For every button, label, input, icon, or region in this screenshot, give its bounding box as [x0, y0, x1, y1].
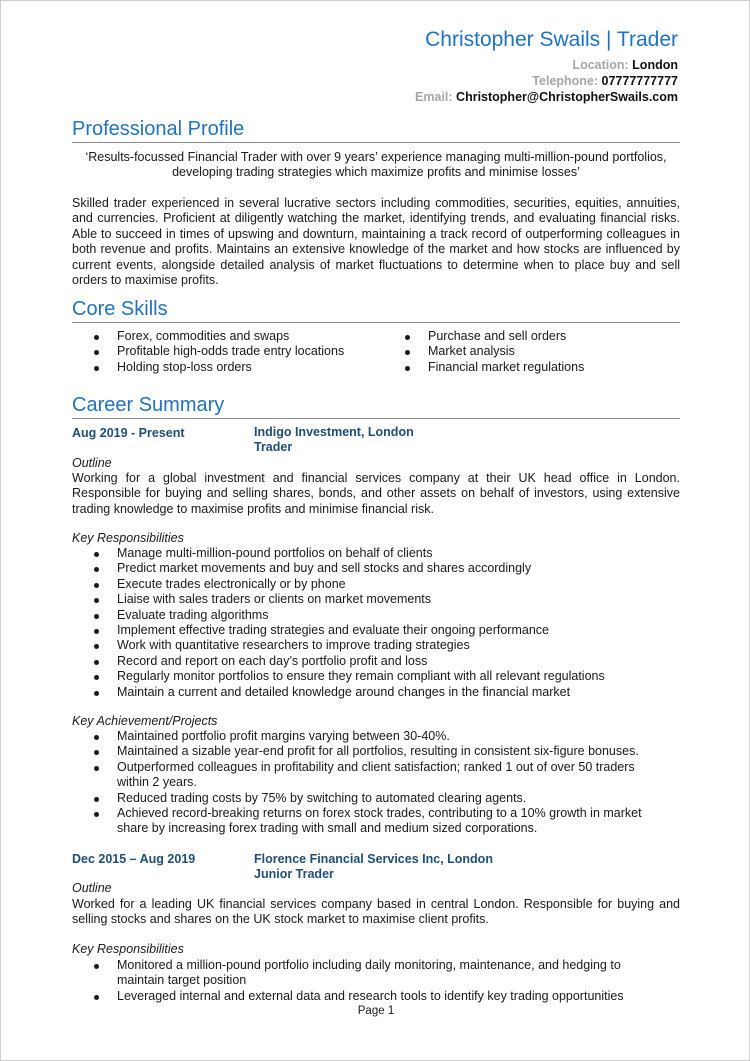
list-item: Reduced trading costs by 75% by switching to automated clearing agents.: [72, 791, 662, 806]
section-title-skills: Core Skills: [72, 297, 680, 323]
job-role: Junior Trader: [254, 867, 334, 882]
responsibilities-list: [72, 958, 652, 1004]
email-value[interactable]: Christopher@ChristopherSwails.com: [456, 90, 678, 104]
responsibilities-list: [72, 546, 680, 700]
location-label: Location:: [572, 58, 629, 72]
list-item: Regularly monitor portfolios to ensure they remain compliant with all relevant regulations: [72, 669, 680, 684]
location-line: [572, 58, 678, 72]
list-item: Forex, commodities and swaps: [72, 329, 402, 344]
telephone-value: 07777777777: [601, 74, 678, 88]
job-company: Indigo Investment, London: [254, 425, 414, 439]
responsibilities-label: Key Responsibilities: [72, 942, 184, 956]
list-item: Evaluate trading algorithms: [72, 608, 680, 623]
profile-body: Skilled trader experienced in several lucrative sectors including commodities, securities, equities, annuities, and currencies. Proficient at diligently watching the market, identifying trends, and evaluating financial risks. Able to succeed in times of upswing and downturn, maintaining a track record of outperforming colleagues in both revenue and profits. Maintains an extensive knowledge of the market and how stocks are influenced by current events, alongside detailed analysis of market fluctuations to determine when to place buy and sell orders to maximise profits.: [72, 196, 680, 288]
outline-label: Outline: [72, 881, 112, 895]
list-item: Predict market movements and buy and sell stocks and shares accordingly: [72, 561, 680, 576]
telephone-label: Telephone:: [532, 74, 599, 88]
list-item: Monitored a million-pound portfolio including daily monitoring, maintenance, and hedging to maintain target position: [72, 958, 652, 989]
job-outline: Working for a global investment and financial services company at their UK head office in London. Responsible for buying and selling shares, bonds, and other assets on behalf of investors, using extensive trading knowledge to maximise profits and minimise financial risk.: [72, 471, 680, 516]
job-dates: Aug 2019 - Present: [72, 426, 185, 440]
list-item: Profitable high-odds trade entry locations: [72, 344, 402, 359]
job-role: Trader: [254, 440, 293, 455]
list-item: Outperformed colleagues in profitability and client satisfaction; ranked 1 out of over 50 traders within 2 years.: [72, 760, 662, 791]
list-item: Achieved record-breaking returns on forex stock trades, contributing to a 10% growth in market share by increasing forex trading with small and medium sized corporations.: [72, 806, 662, 837]
section-title-career: Career Summary: [72, 393, 680, 419]
section-title-profile: Professional Profile: [72, 117, 680, 143]
list-item: Manage multi-million-pound portfolios on behalf of clients: [72, 546, 680, 561]
page-number: Page 1: [357, 1005, 395, 1017]
job-outline: Worked for a leading UK financial services company based in central London. Responsible for buying and selling stocks and shares on the UK stock market to maximise client profits.: [72, 897, 680, 927]
responsibilities-label: Key Responsibilities: [72, 531, 184, 545]
list-item: Liaise with sales traders or clients on market movements: [72, 592, 680, 607]
list-item: Leveraged internal and external data and research tools to identify key trading opportunities: [72, 989, 652, 1004]
list-item: Record and report on each day’s portfolio profit and loss: [72, 654, 680, 669]
email-label: Email:: [415, 90, 453, 104]
telephone-line: [532, 74, 678, 88]
list-item: Work with quantitative researchers to improve trading strategies: [72, 638, 680, 653]
list-item: Purchase and sell orders: [383, 329, 680, 344]
list-item: Financial market regulations: [383, 360, 680, 375]
list-item: Maintain a current and detailed knowledge around changes in the financial market: [72, 685, 680, 700]
list-item: Market analysis: [383, 344, 680, 359]
list-item: Execute trades electronically or by phone: [72, 577, 680, 592]
job-company: Florence Financial Services Inc, London: [254, 852, 493, 866]
skills-left-list: [72, 329, 402, 375]
outline-label: Outline: [72, 456, 112, 470]
achievements-list: [72, 729, 662, 837]
email-line: [415, 90, 678, 104]
job-company-block: [254, 852, 493, 883]
list-item: Maintained a sizable year-end profit for all portfolios, resulting in consistent six-figure bonuses.: [72, 744, 662, 759]
list-item: Holding stop-loss orders: [72, 360, 402, 375]
job-company-block: [254, 425, 414, 456]
skills-right-list: [383, 329, 680, 375]
list-item: Maintained portfolio profit margins varying between 30-40%.: [72, 729, 662, 744]
profile-quote: ‘Results-focussed Financial Trader with over 9 years’ experience managing multi-million-pound portfolios, developing trading strategies which maximize profits and minimise losses’: [85, 150, 667, 180]
list-item: Implement effective trading strategies and evaluate their ongoing performance: [72, 623, 680, 638]
job-dates: Dec 2015 – Aug 2019: [72, 852, 196, 866]
achievements-label: Key Achievement/Projects: [72, 714, 218, 728]
location-value: London: [632, 58, 678, 72]
candidate-name: Christopher Swails | Trader: [425, 28, 678, 51]
